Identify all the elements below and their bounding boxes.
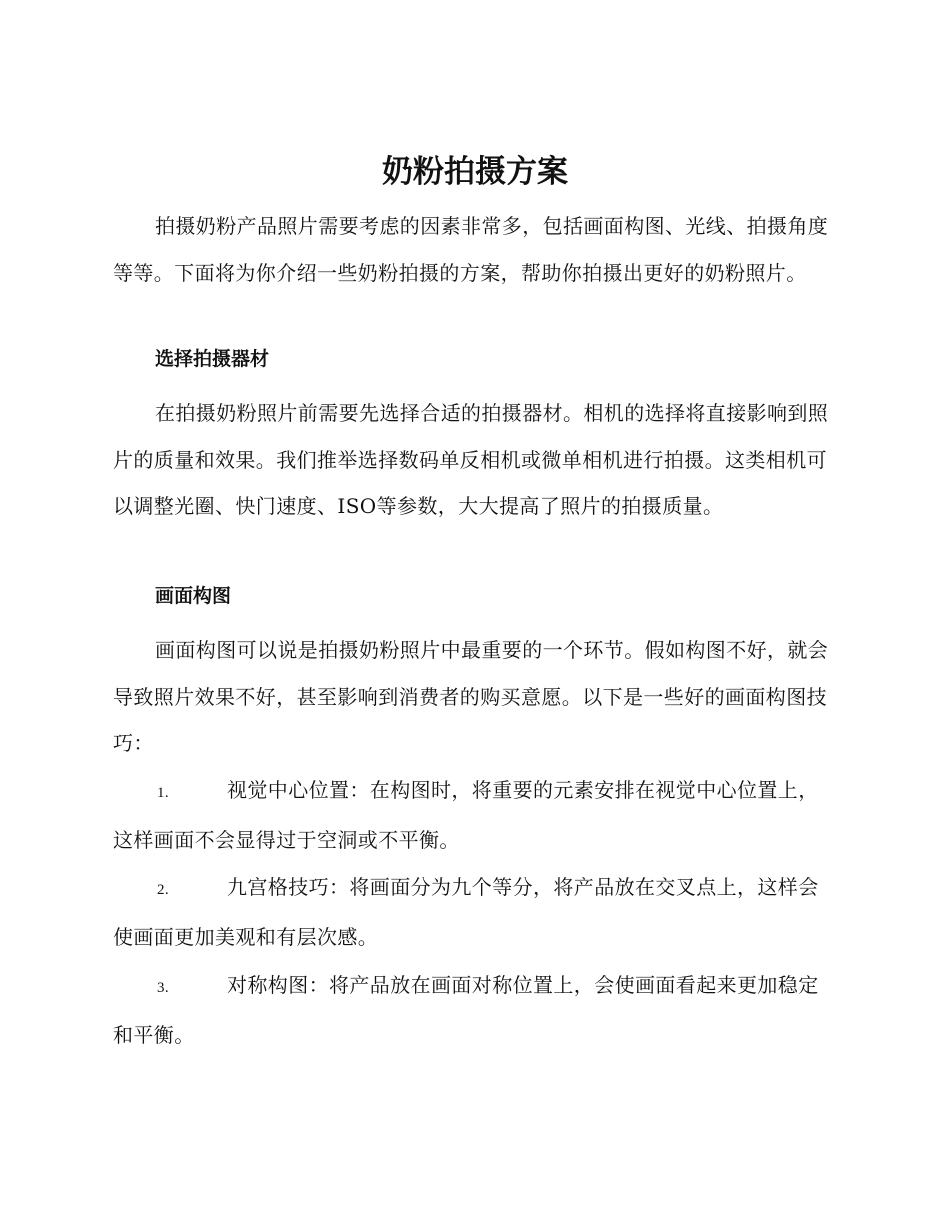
list-number: 3. [157,980,170,996]
list-item-text: 九宫格技巧：将画面分为九个等分，将产品放在交叉点上，这样会使画面更加美观和有层次感。 [113,875,819,949]
list-item-visual-center [113,767,831,863]
list-item-text: 视觉中心位置：在构图时，将重要的元素安排在视觉中心位置上，这样画面不会显得过于空洞或不平衡。 [113,778,819,852]
intro-paragraph: 拍摄奶粉产品照片需要考虑的因素非常多，包括画面构图、光线、拍摄角度等等。下面将为你介绍一些奶粉拍摄的方案，帮助你拍摄出更好的奶粉照片。 [113,214,829,285]
list-number: 2. [157,882,170,898]
list-item-symmetry [113,962,831,1058]
list-item-text: 对称构图：将产品放在画面对称位置上，会使画面看起来更加稳定和平衡。 [113,973,819,1047]
section-heading-composition: 画面构图 [155,585,232,607]
section-heading-equipment: 选择拍摄器材 [155,348,270,370]
equipment-paragraph: 在拍摄奶粉照片前需要先选择合适的拍摄器材。相机的选择将直接影响到照片的质量和效果。我们推举选择数码单反相机或微单相机进行拍摄。这类相机可以调整光圈、快门速度、ISO等参数，大大提高了照片的拍摄质量。 [113,401,829,518]
document-title: 奶粉拍摄方案 [382,154,568,190]
list-item-nine-grid [113,864,831,960]
composition-paragraph: 画面构图可以说是拍摄奶粉照片中最重要的一个环节。假如构图不好，就会导致照片效果不好，甚至影响到消费者的购买意愿。以下是一些好的画面构图技巧： [113,638,829,755]
list-number: 1. [157,785,170,801]
